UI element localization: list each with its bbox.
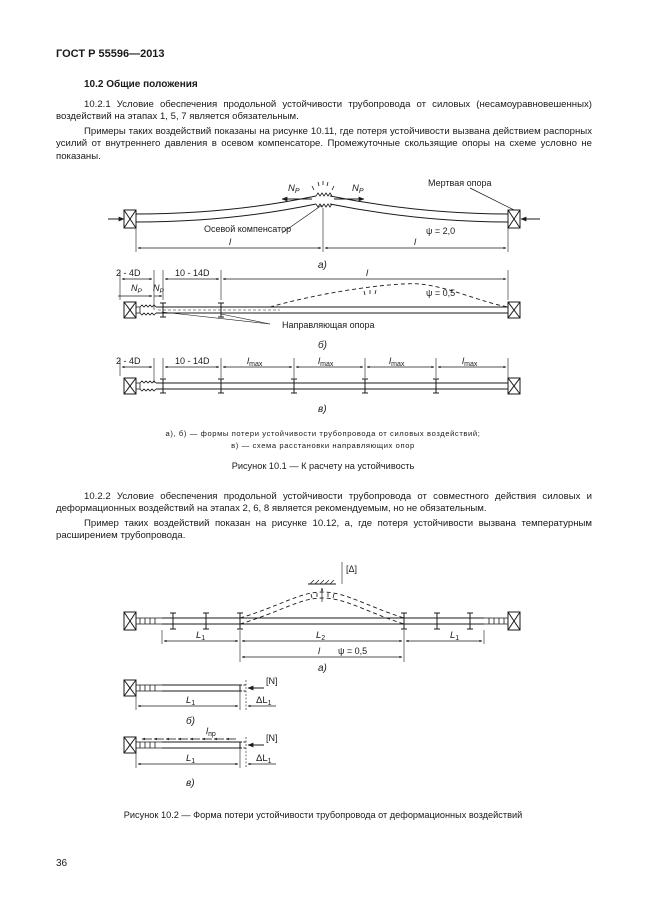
dist-10-14d-b: 10 - 14D [175, 268, 210, 278]
diagram-b-buckled-pipe [116, 268, 520, 351]
paragraph-10-2-1: 10.2.1 Условие обеспечения продольной устойчивости трубопровода от силовых (несамоуравновешенных) воздействий на этапах 1, 5, 7 является обязательным. [56, 99, 592, 123]
lmax-1: $l_{max}$ [247, 356, 263, 368]
length-L1-left: $L_1$ [196, 630, 206, 642]
dist-2-4d-c: 2 - 4D [116, 356, 141, 366]
standard-header: ГОСТ Р 55596—2013 [56, 48, 165, 60]
length-l-left: l [229, 237, 232, 248]
force-N-2b: [N] [266, 676, 278, 686]
subfig-2c-label: в) [186, 778, 195, 789]
dead-support-2c [124, 737, 136, 753]
axial-compensator-label: Осевой компенсатор [204, 224, 292, 234]
section-title: 10.2 Общие положения [84, 79, 198, 90]
deltaL1-2c: $\Delta L_1$ [256, 753, 272, 765]
psi-label-b: ψ = 0,5 [426, 288, 456, 298]
dead-support-left-c [124, 378, 136, 394]
delta-gap-label: [Δ] [346, 564, 358, 574]
figure-1-note-line-2: в) — схема расстановки направляющих опор [231, 441, 415, 450]
subfig-a-label: а) [318, 260, 327, 271]
length-l-2a: l [318, 646, 321, 657]
diagram-2b-free-expansion [124, 676, 278, 727]
dead-support-left [124, 210, 136, 228]
lmax-3: $l_{max}$ [389, 356, 405, 368]
length-L1-2c: $L_1$ [186, 753, 196, 765]
np-label-left: $N_P$ [288, 183, 300, 195]
dead-support-left-2a [124, 612, 136, 630]
length-L1-right: $L_1$ [450, 630, 460, 642]
subfig-b-label: б) [318, 340, 327, 351]
subfig-2b-label: б) [186, 716, 195, 727]
lmax-2: $l_{max}$ [318, 356, 334, 368]
ltr-label: $l_{пр}$ [206, 726, 216, 738]
dead-support-2b [124, 680, 136, 696]
subfig-c-label: в) [318, 404, 327, 415]
np-label-b2: $N_P$ [153, 283, 164, 295]
dist-10-14d-c: 10 - 14D [175, 356, 210, 366]
diagram-2a-thermal-buckling [124, 562, 520, 674]
force-N-2c: [N] [266, 733, 278, 743]
length-l-b: l [366, 268, 369, 279]
np-label-right: $N_P$ [352, 183, 364, 195]
hatched-limit [308, 580, 336, 584]
diagram-c-support-spacing [116, 356, 520, 415]
dead-support-label: Мертвая опора [428, 178, 492, 188]
figure-10-2 [0, 560, 646, 805]
paragraph-10-2-2: 10.2.2 Условие обеспечения продольной устойчивости трубопровода от совместного действия силовых и деформационных воздействий на этапах 2, 6, 8 является рекомендуемым, но не обязательным. [56, 491, 592, 515]
np-label-b1: $N_P$ [131, 283, 142, 295]
dead-support-right [508, 210, 520, 228]
length-l-right: l [414, 237, 417, 248]
length-L1-2b: $L_1$ [186, 695, 196, 707]
paragraph-examples: Примеры таких воздействий показаны на рисунке 10.11, где потеря устойчивости вызвана действием распорных усилий от внутреннего давления в осевом компенсаторе. Промежуточные скользящие опоры на схеме условно не показаны. [56, 126, 592, 162]
guide-supports-c [160, 379, 439, 393]
guide-supports-2a [170, 613, 473, 629]
length-L2: $L_2$ [316, 630, 326, 642]
bellows-b [136, 305, 156, 315]
dead-support-right-2a [508, 612, 520, 630]
paragraph-example-10-12: Пример таких воздействий показан на рисунке 10.12, а, где потеря устойчивости вызвана температурным расширением трубопровода. [56, 518, 592, 542]
dead-support-right-b [508, 302, 520, 318]
dead-support-left-b [124, 302, 136, 318]
deltaL1-2b: $\Delta L_1$ [256, 695, 272, 707]
guide-support-label: Направляющая опора [282, 320, 375, 330]
figure-10-1 [0, 170, 646, 415]
lmax-4: $l_{max}$ [462, 356, 478, 368]
diagram-a-buckled-pipe [108, 178, 540, 271]
psi-label-2a: ψ = 0,5 [338, 646, 368, 656]
figure-2-caption: Рисунок 10.2 — Форма потери устойчивости трубопровода от деформационных воздействий [123, 810, 523, 820]
axial-compensator [312, 181, 334, 207]
figure-1-note-line-1: а), б) — формы потери устойчивости трубопровода от силовых воздействий; [165, 429, 481, 438]
figure-1-caption: Рисунок 10.1 — К расчету на устойчивость [231, 461, 415, 471]
dist-2-4d-b: 2 - 4D [116, 268, 141, 278]
psi-label-a: ψ = 2,0 [426, 226, 456, 236]
subfig-2a-label: а) [318, 663, 327, 674]
dead-support-right-c [508, 378, 520, 394]
page-number: 36 [56, 858, 68, 869]
diagram-2c-friction [124, 726, 278, 789]
